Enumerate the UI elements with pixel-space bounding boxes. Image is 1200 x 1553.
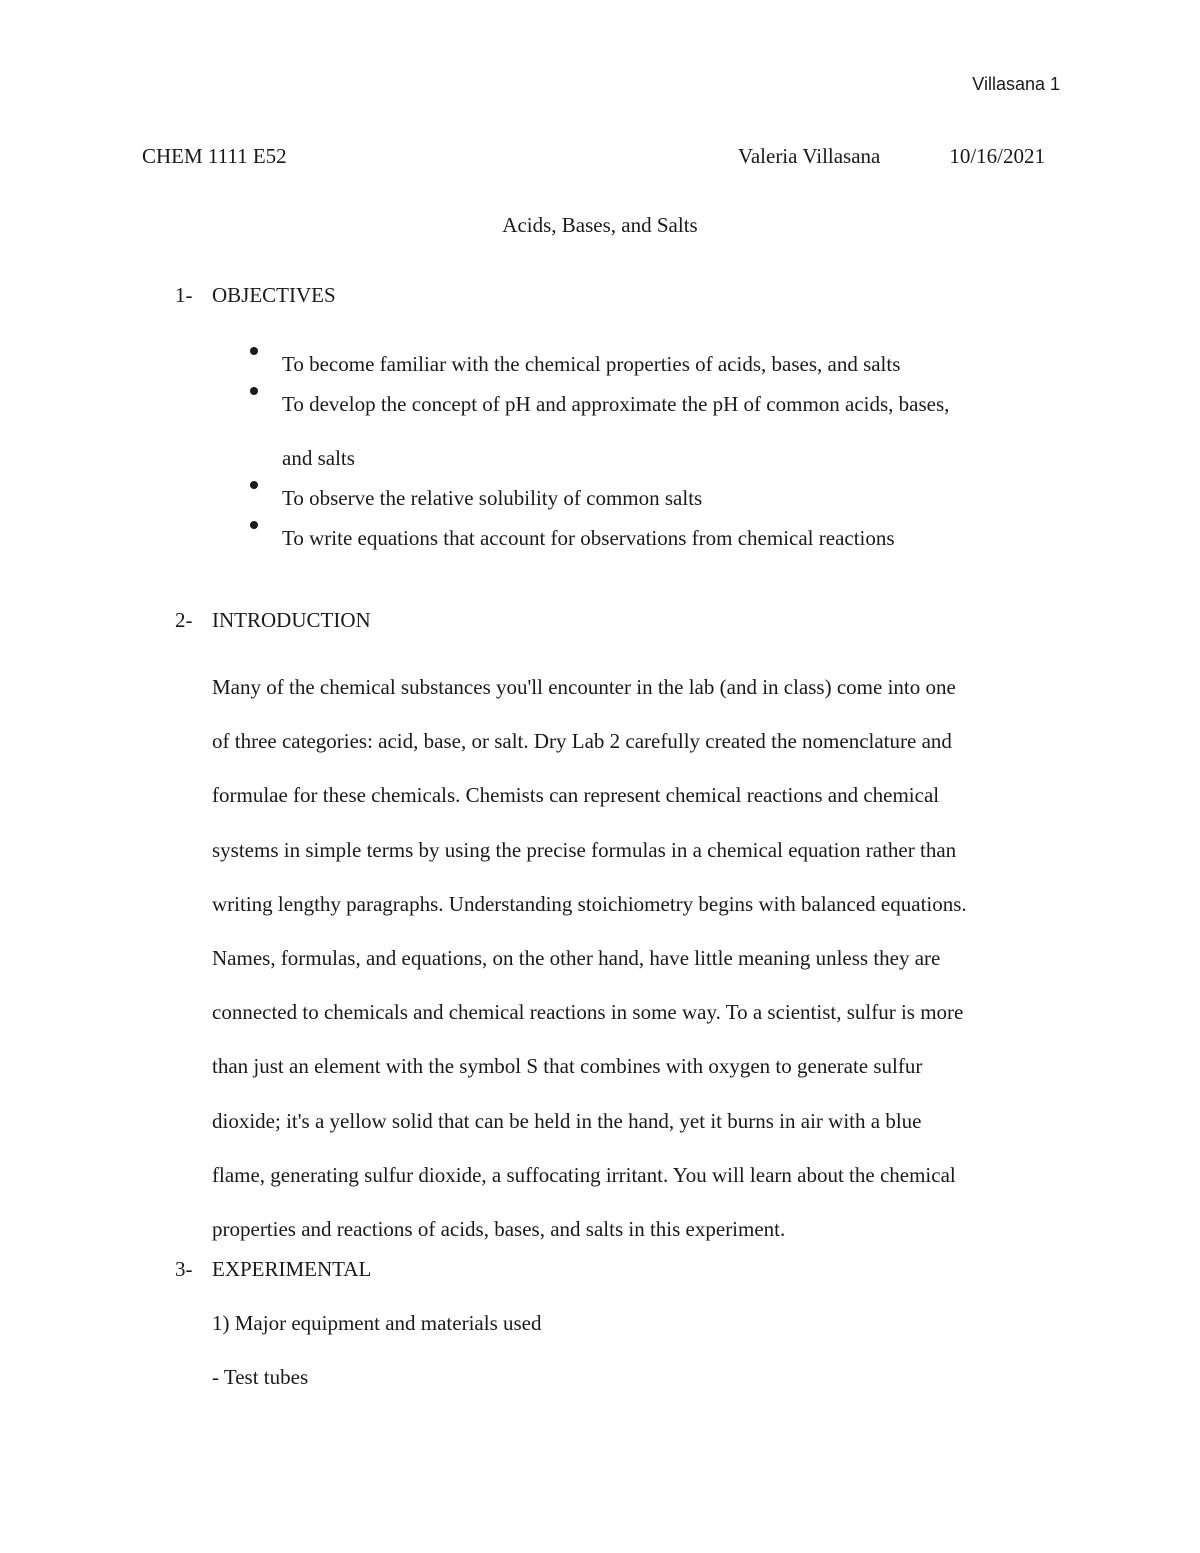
list-item	[244, 377, 1064, 485]
objective-text-continued: and salts	[282, 446, 355, 470]
equipment-subheading: 1) Major equipment and materials used	[212, 1311, 542, 1335]
paragraph-line: systems in simple terms by using the precise formulas in a chemical equation rather than	[212, 837, 957, 862]
document-title: Acids, Bases, and Salts	[502, 213, 698, 237]
objective-text: To write equations that account for observations from chemical reactions	[282, 526, 895, 550]
section-number: 2-	[175, 608, 193, 632]
objective-text: To become familiar with the chemical properties of acids, bases, and salts	[282, 352, 901, 376]
section-number: 3-	[175, 1257, 193, 1281]
paragraph-line: than just an element with the symbol S that combines with oxygen to generate sulfur	[212, 1054, 923, 1079]
paragraph-line: connected to chemicals and chemical reactions in some way. To a scientist, sulfur is more	[212, 1000, 964, 1025]
paragraph-line: formulae for these chemicals. Chemists can represent chemical reactions and chemical	[212, 783, 940, 808]
section-title: OBJECTIVES	[212, 283, 336, 307]
bullet-icon	[250, 521, 258, 529]
objectives-list	[244, 337, 1064, 565]
objective-text: To develop the concept of pH and approximate the pH of common acids, bases,	[282, 392, 950, 416]
header-info-row	[142, 144, 1045, 172]
paragraph-line: Many of the chemical substances you'll encounter in the lab (and in class) come into one	[212, 675, 956, 699]
course-code: CHEM 1111 E52	[142, 144, 287, 168]
running-head: Villasana 1	[972, 74, 1060, 94]
objective-text: To observe the relative solubility of common salts	[282, 486, 703, 510]
bullet-icon	[250, 387, 258, 395]
paragraph-line: flame, generating sulfur dioxide, a suffocating irritant. You will learn about the chemical	[212, 1162, 956, 1187]
paragraph-line: dioxide; it's a yellow solid that can be held in the hand, yet it burns in air with a blue	[212, 1108, 922, 1133]
material-item: - Test tubes	[212, 1365, 309, 1389]
section-title: INTRODUCTION	[212, 608, 371, 632]
report-date: 10/16/2021	[949, 144, 1045, 168]
section-number: 1-	[175, 283, 193, 307]
paragraph-line: Names, formulas, and equations, on the other hand, have little meaning unless they are	[212, 946, 941, 971]
paragraph-line: properties and reactions of acids, bases, and salts in this experiment.	[212, 1217, 786, 1242]
section-title: EXPERIMENTAL	[212, 1257, 372, 1281]
list-item	[244, 511, 1064, 565]
paragraph-line: of three categories: acid, base, or salt. Dry Lab 2 carefully created the nomenclature and	[212, 729, 952, 754]
bullet-icon	[250, 481, 258, 489]
author-name: Valeria Villasana	[738, 144, 881, 168]
paragraph-line: writing lengthy paragraphs. Understanding stoichiometry begins with balanced equations.	[212, 891, 967, 916]
bullet-icon	[250, 347, 258, 355]
introduction-paragraph	[212, 660, 1062, 1256]
